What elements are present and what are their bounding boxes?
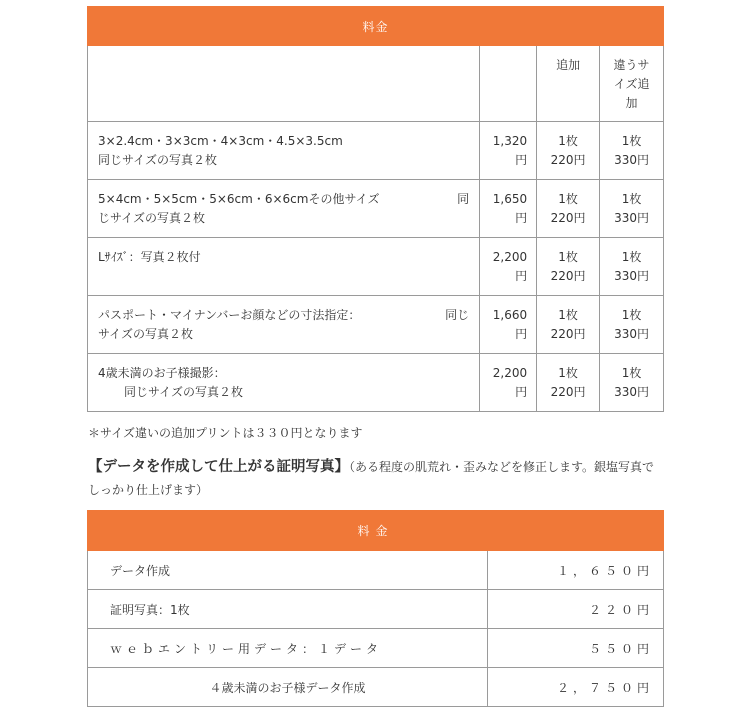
row-description: 4歳未満のお子様撮影： 同じサイズの写真２枚 [88,354,480,412]
row-price: 2,200 円 [480,238,537,296]
row-label: ４歳未満のお子様データ作成 [88,668,488,707]
row-value: １，６５０円 [488,551,664,590]
row-add-price: 1枚 220円 [537,180,600,238]
section-subtitle: （ある程度の肌荒れ・歪みなどを修正します。銀塩写真でしっかり仕上げます） [88,460,655,497]
column-header-diff-size: 違うサ イズ追 加 [600,46,664,122]
column-header-blank [480,46,537,122]
data-price-table [87,510,664,707]
section-heading [88,456,663,502]
additional-print-note: ＊サイズ違いの追加プリントは３３０円となります [88,426,363,440]
row-diff-size-price: 1枚 330円 [600,296,664,354]
row-price: 1,650 円 [480,180,537,238]
data-table-header: 料金 [88,511,664,551]
row-value: ５５０円 [488,629,664,668]
table-row [88,668,664,707]
row-value: ２，７５０円 [488,668,664,707]
table-row [88,238,664,296]
row-description: Lｻｲｽﾞ：写真２枚付 [88,238,480,296]
row-label: 証明写真：1枚 [88,590,488,629]
row-value: ２２０円 [488,590,664,629]
table-row [88,354,664,412]
row-diff-size-price: 1枚 330円 [600,238,664,296]
row-label: ｗｅｂエントリー用データ：１データ [88,629,488,668]
column-header-blank [88,46,480,122]
row-add-price: 1枚 220円 [537,354,600,412]
column-header-add: 追加 [537,46,600,122]
price-table-header: 料金 [88,7,664,46]
row-price: 1,660 円 [480,296,537,354]
row-diff-size-price: 1枚 330円 [600,354,664,412]
row-diff-size-price: 1枚 330円 [600,122,664,180]
table-row [88,551,664,590]
row-add-price: 1枚 220円 [537,238,600,296]
table-row [88,180,664,238]
row-diff-size-price: 1枚 330円 [600,180,664,238]
table-row [88,122,664,180]
row-price: 2,200 円 [480,354,537,412]
row-description: 3×2.4cm・3×3cm・4×3cm・4.5×3.5cm 同じサイズの写真２枚 [88,122,480,180]
table-row [88,590,664,629]
column-header-row [88,46,664,122]
row-description: 5×4cm・5×5cm・5×6cm・6×6cmその他サイズ 同 じサイズの写真２枚 [88,180,480,238]
row-description: パスポート・マイナンバーお顔などの寸法指定： 同じ サイズの写真２枚 [88,296,480,354]
row-add-price: 1枚 220円 [537,296,600,354]
row-price: 1,320 円 [480,122,537,180]
table-row [88,629,664,668]
row-label: データ作成 [88,551,488,590]
price-table [87,6,664,412]
table-row [88,296,664,354]
row-add-price: 1枚 220円 [537,122,600,180]
section-title: 【データを作成して仕上がる証明写真】 [88,459,349,475]
